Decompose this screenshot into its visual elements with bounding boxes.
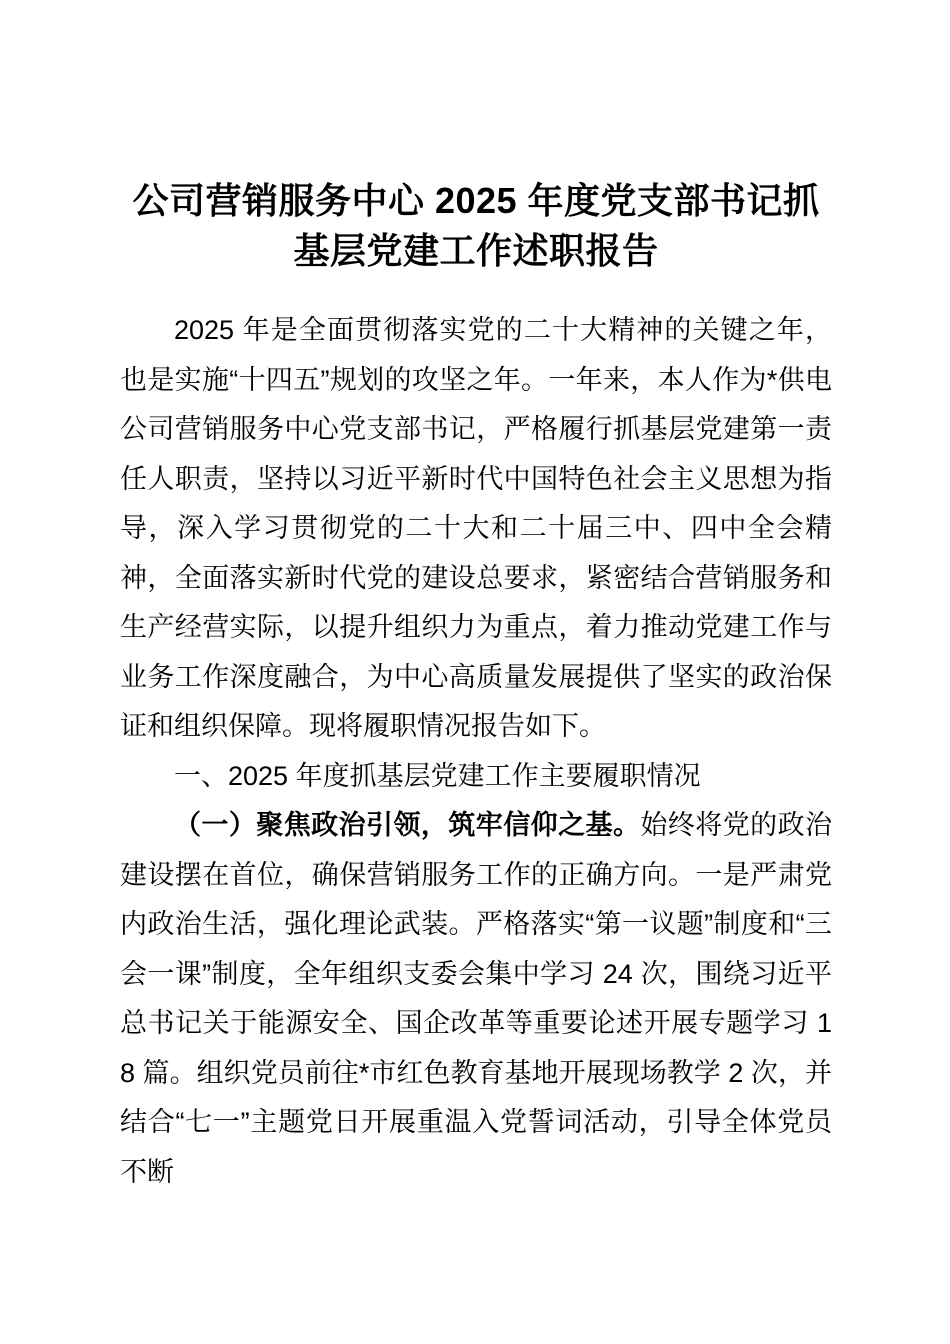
paragraph-lead-bold: （一）聚焦政治引领，筑牢信仰之基。 xyxy=(174,810,641,840)
document-title: 公司营销服务中心 2025 年度党支部书记抓基层党建工作述职报告 xyxy=(132,180,820,271)
section-heading-1: 一、2025 年度抓基层党建工作主要履职情况 xyxy=(174,760,701,791)
paragraph-body-text: 始终将党的政治建设摆在首位，确保营销服务工作的正确方向。一是严肃党内政治生活，强化理论武装。严格落实“第一议题”制度和“三会一课”制度，全年组织支委会集中学习 24 次，围绕习近平总书记关于能源安全、国企改革等重要论述开展专题学习 18 篇。组织党员前往*市红色教育基地开展现场教学 2 次，并结合“七一”主题党日开展重温入党誓词活动，引导全体党员不断 xyxy=(120,810,832,1187)
paragraph-intro: 2025 年是全面贯彻落实党的二十大精神的关键之年，也是实施“十四五”规划的攻坚之年。一年来，本人作为*供电公司营销服务中心党支部书记，严格履行抓基层党建第一责任人职责，坚持以习近平新时代中国特色社会主义思想为指导，深入学习贯彻党的二十大和二十届三中、四中全会精神，全面落实新时代党的建设总要求，紧密结合营销服务和生产经营实际，以提升组织力为重点，着力推动党建工作与业务工作深度融合，为中心高质量发展提供了坚实的政治保证和组织保障。现将履职情况报告如下。 xyxy=(120,315,832,741)
paragraph-section-1 xyxy=(120,801,832,1197)
